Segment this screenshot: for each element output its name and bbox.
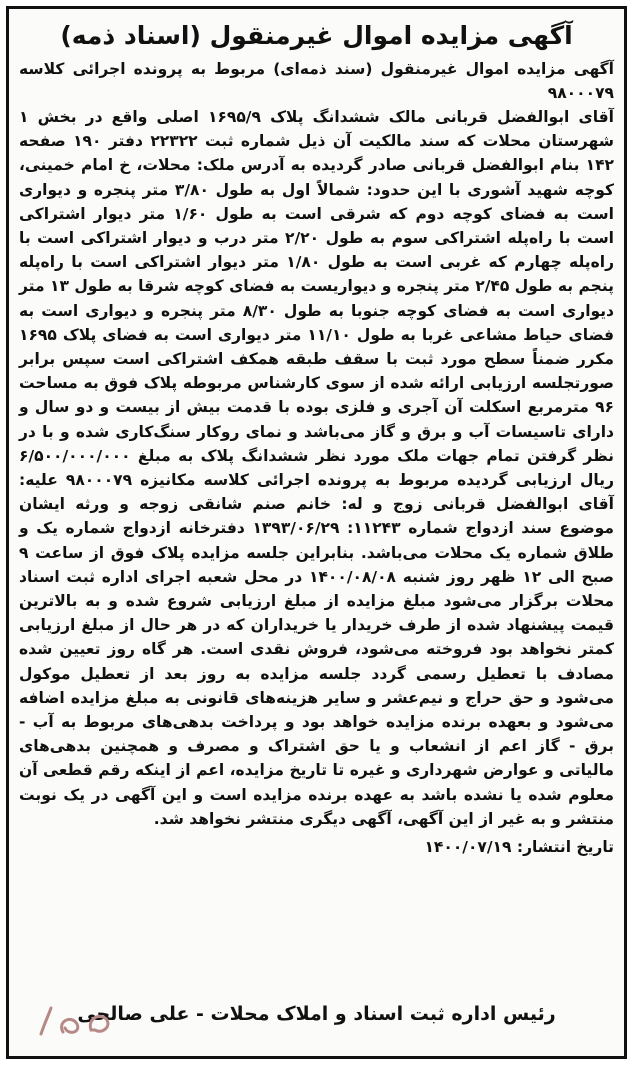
notice-frame (6, 6, 627, 1059)
notice-content (19, 19, 614, 1046)
notice-body: آقای ابوالفضل قربانی مالک ششدانگ پلاک ۱۶۹۵/۹ اصلی واقع در بخش ۱ شهرستان محلات که سند مالکیت آن ذیل شماره ثبت ۲۲۳۲۲ دفتر ۱۹۰ صفحه ۱۴۲ بنام ابوالفضل قربانی صادر گردیده به آدرس ملک: محلات، خ امام خمینی، کوچه شهید آشوری با این حدود: شمالاً اول به طول ۳/۸۰ متر پنجره و دیواری است به فضای کوچه دوم که شرقی است به طول ۱/۶۰ متر دیوار اشتراکی است با راه‌پله اشتراکی سوم به طول ۲/۲۰ متر درب و دیوار اشتراکی است با راه‌پله چهارم که غربی است به طول ۱/۸۰ متر دیوار اشتراکی است با راه‌پله پنجم به طول ۲/۴۵ متر پنجره و دیواریست به فضای کوچه شرقا به طول ۱۳ متر دیواری است به فضای کوچه جنوبا به طول ۸/۳۰ متر پنجره و دیواری است به فضای حیاط مشاعی غربا به طول ۱۱/۱۰ متر دیواری است به فضای پلاک ۱۶۹۵ مکرر ضمناً سطح مورد ثبت با سقف طبقه همکف اشتراکی است سپس برابر صورتجلسه ارزیابی ارائه شده از سوی کارشناس مربوطه پلاک فوق به مساحت ۹۶ مترمربع اسکلت آن آجری و فلزی بوده با قدمت بیش از بیست و دو سال و دارای تاسیسات آب و برق و گاز می‌باشد و نمای روکار سنگ‌کاری شده و با در نظر گرفتن تمام جهات ملک مورد نظر ششدانگ پلاک به مبلغ ۶/۵۰۰/۰۰۰/۰۰۰ ریال ارزیابی گردیده مربوط به پرونده اجرائی کلاسه مکانیزه ۹۸۰۰۰۷۹ علیه: آقای ابوالفضل قربانی زوج و له: خانم صنم شانقی زوجه و ورثه ایشان موضوع سند ازدواج شماره ۱۱۲۴۳: ۱۳۹۳/۰۶/۲۹ دفترخانه ازدواج شماره یک و طلاق شماره یک محلات می‌باشد. بنابراین جلسه مزایده پلاک فوق از ساعت ۹ صبح الی ۱۲ ظهر روز شنبه ۱۴۰۰/۰۸/۰۸ در محل شعبه اجرای اداره ثبت اسناد محلات برگزار می‌شود مبلغ مزایده از مبلغ ارزیابی شروع شده و به بالاترین قیمت پیشنهاد شده از طرف خریدار یا خریداران که در هر حال از مبلغ ارزیابی کمتر نخواهد بود فروخته می‌شود، فروش نقدی است. هر گاه روز تعیین شده مصادف با تعطیل رسمی گردد جلسه مزایده به روز بعد از تعطیل موکول می‌شود و حق حراج و نیم‌عشر و سایر هزینه‌های قانونی به مبلغ مزایده اضافه می‌شود و بعهده برنده مزایده خواهد بود و پرداخت بدهی‌های مربوط به آب - برق - گاز اعم از انشعاب و یا حق اشتراک و مصرف و همچنین بدهی‌های مالیاتی و عوارض شهرداری و غیره تا تاریخ مزایده، اعم از اینکه رقم قطعی آن معلوم شده یا نشده باشد به عهده برنده مزایده است و این آگهی در یک نوبت منتشر و به غیر از این آگهی، آگهی دیگری منتشر نخواهد شد. (19, 108, 614, 828)
signature-line: رئیس اداره ثبت اسناد و املاک محلات - علی صالحی (77, 1003, 556, 1025)
publish-date: تاریخ انتشار: ۱۴۰۰/۰۷/۱۹ (424, 838, 614, 857)
notice-subtitle: آگهی مزایده اموال غیرمنقول (سند ذمه‌ای) مربوط به پرونده اجرائی کلاسه ۹۸۰۰۰۷۹ (19, 60, 614, 102)
notice-title: آگهی مزایده اموال غیرمنقول (اسناد ذمه) (60, 21, 573, 50)
handwritten-page-number (31, 1002, 121, 1042)
